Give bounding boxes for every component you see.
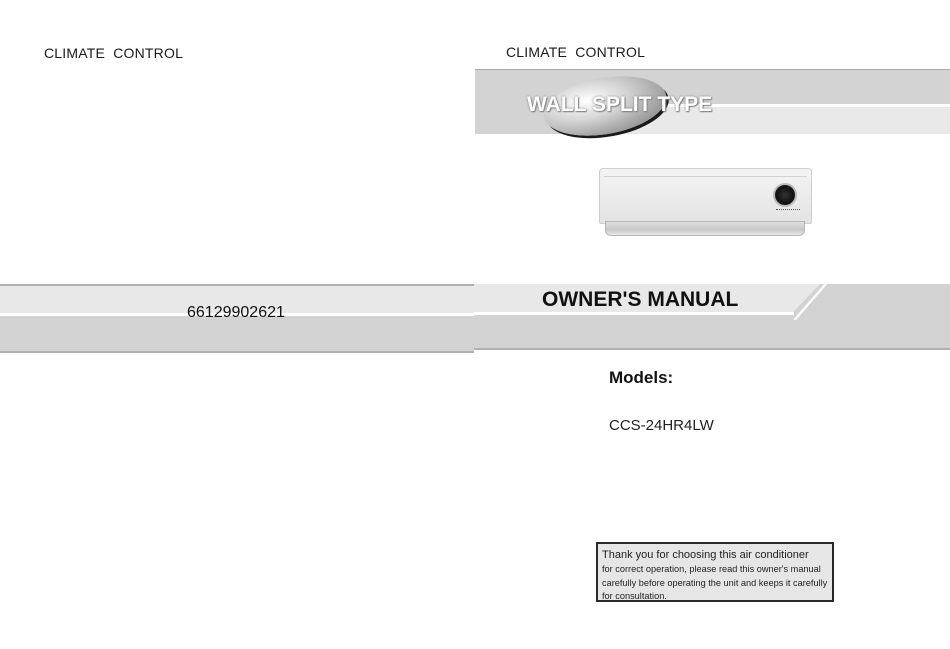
models-label: Models: xyxy=(609,368,674,387)
thank-you-notice xyxy=(596,542,834,602)
notice-line-2: for correct operation, please read this owner's manual xyxy=(602,564,821,574)
part-number: 66129902621 xyxy=(187,304,285,321)
ac-indicator-icon xyxy=(776,209,800,213)
ac-louver xyxy=(605,221,805,236)
ac-display-icon xyxy=(773,183,797,207)
right-header: CLIMATE CONTROL xyxy=(506,44,646,60)
notice-line-1: Thank you for choosing this air conditioner xyxy=(602,549,809,561)
manual-title: OWNER'S MANUAL xyxy=(542,288,739,311)
banner-title: WALL SPLIT TYPE xyxy=(527,93,713,116)
notice-line-4: for consultation. xyxy=(602,591,667,601)
air-conditioner-image xyxy=(599,168,812,238)
ac-unit-body xyxy=(599,168,812,224)
notice-line-3: carefully before operating the unit and keeps it carefully xyxy=(602,577,828,588)
wall-split-banner xyxy=(475,69,950,134)
left-header: CLIMATE CONTROL xyxy=(44,45,184,61)
model-number: CCS-24HR4LW xyxy=(609,417,714,434)
